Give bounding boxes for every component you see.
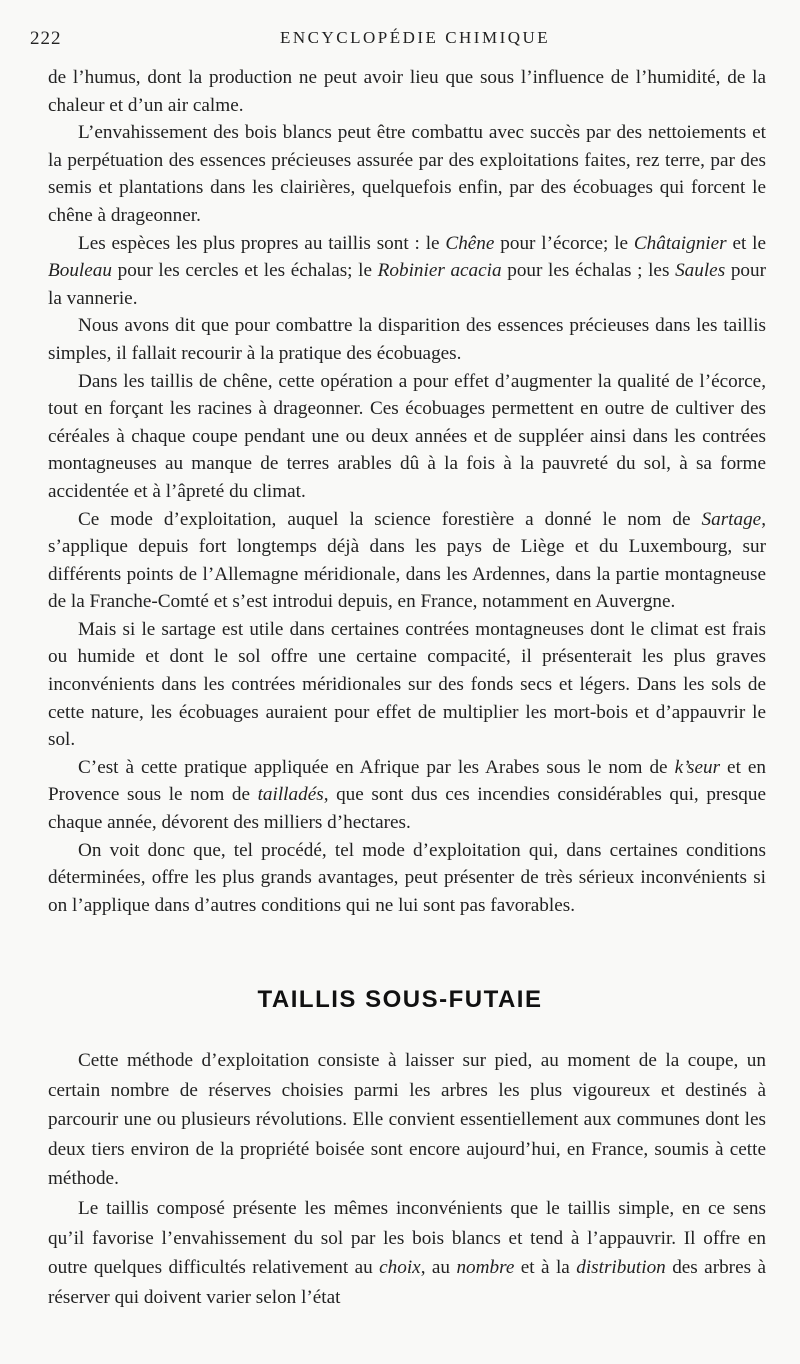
section-heading: TAILLIS SOUS-FUTAIE <box>257 986 543 1013</box>
text-run: Cette méthode d’exploitation consiste à laisser sur pied, au moment de la coupe, un certain nombre de réserves choisies parmi les arbres les plus vigoureux et destinés à parcourir une ou plusieurs révolutions. Elle convient essentiellement aux communes dont les deux tiers environ de la propriété boisée sont encore aujourd’hui, en France, soumis à cette méthode. <box>48 1050 766 1190</box>
paragraph <box>48 754 766 837</box>
text-run: et le <box>726 232 766 254</box>
text-run: L’envahissement des bois blancs peut être combattu avec succès par des nettoiements et la perpétuation des essences précieuses assurée par des exploitations faites, rez terre, par des semis et plantations dans les clairières, quelquefois enfin, par des écobuages qui forcent le chêne à drageonner. <box>48 122 766 226</box>
italic-term: k’seur <box>674 756 721 778</box>
text-run: pour la vannerie. <box>48 260 766 309</box>
body-text-after-heading <box>48 1046 766 1312</box>
paragraph <box>48 1046 766 1194</box>
text-run: et à la <box>514 1257 577 1279</box>
text-run: Nous avons dit que pour combattre la disparition des essences précieuses dans les taillis simples, il fallait recourir à la pratique des écobuages. <box>48 315 766 364</box>
text-run: C’est à cette pratique appliquée en Afrique par les Arabes sous le nom de <box>78 756 675 778</box>
text-run: pour l’écorce; le <box>494 232 634 254</box>
text-run: pour les cercles et les échalas; le <box>111 260 378 282</box>
paragraph <box>48 119 766 229</box>
text-run: Dans les taillis de chêne, cette opération a pour effet d’augmenter la qualité de l’écorce, tout en forçant les racines à drageonner. Ces écobuages permettent en outre de cultiver des céréales à chaque coupe pendant une ou deux années et de suppléer ainsi dans les contrées montagneuses au manque de terres arables dû à la fois à la pauvreté du sol, à sa forme accidentée et à l’âpreté du climat. <box>48 370 766 502</box>
italic-term: nombre <box>456 1257 515 1279</box>
italic-term: tailladés <box>257 784 324 806</box>
body-text <box>48 64 766 919</box>
text-run: des arbres à réserver qui doivent varier selon l’état <box>48 1257 766 1308</box>
text-run: Ce mode d’exploitation, auquel la science forestière a donné le nom de <box>78 508 702 530</box>
paragraph <box>48 230 766 313</box>
page-header <box>30 26 760 52</box>
paragraph <box>48 506 766 616</box>
paragraph <box>48 368 766 506</box>
text-run: Mais si le sartage est utile dans certaines contrées montagneuses dont le climat est frais ou humide et dont le sol offre une certaine compacité, il présenterait les plus graves inconvénients dans les contrées méridionales sur des fonds secs et légers. Dans les sols de cette nature, les écobuages auraient pour effet de multiplier les mort-bois et d’appauvrir le sol. <box>48 618 766 751</box>
italic-term: distribution <box>576 1257 666 1279</box>
italic-term: Robinier acacia <box>377 260 502 282</box>
italic-term: Chêne <box>445 232 495 254</box>
italic-term: choix <box>379 1257 421 1279</box>
italic-term: Châtaignier <box>633 232 727 254</box>
paragraph <box>48 1194 766 1312</box>
page-number: 222 <box>30 28 62 49</box>
text-run: Le taillis composé présente les mêmes inconvénients que le taillis simple, en ce sens qu’il favorise l’envahissement du sol par les bois blancs et tend à l’appauvrir. Il offre en outre quelques difficultés relativement au <box>48 1197 766 1279</box>
text-run: On voit donc que, tel procédé, tel mode d’exploitation qui, dans certaines conditions déterminées, offre les plus grands avantages, peut présenter de très sérieux inconvénients si on l’applique dans d’autres conditions qui ne lui sont pas favorables. <box>48 839 766 916</box>
paragraph <box>48 616 766 754</box>
text-run: de l’humus, dont la production ne peut avoir lieu que sous l’influence de l’humidité, de la chaleur et d’un air calme. <box>48 67 766 116</box>
paragraph <box>48 312 766 367</box>
text-run: , que sont dus ces incendies considérables qui, presque chaque année, dévorent des milliers d’hectares. <box>48 784 766 834</box>
italic-term: Saules <box>675 260 726 282</box>
text-run: et en Provence sous le nom de <box>48 756 767 806</box>
text-run: pour les échalas ; les <box>501 260 676 282</box>
italic-term: Sartage <box>701 508 762 530</box>
text-run: , au <box>420 1257 457 1279</box>
italic-term: Bouleau <box>48 260 112 282</box>
paragraph <box>48 837 766 920</box>
text-run: Les espèces les plus propres au taillis sont : le <box>78 232 446 254</box>
paragraph <box>48 64 766 119</box>
text-run: , s’applique depuis fort longtemps déjà dans les pays de Liège et du Luxembourg, sur différents points de l’Allemagne méridionale, dans les Ardennes, dans la partie montagneuse de la Franche-Comté et s’est introdui depuis, en France, notamment en Auvergne. <box>48 508 766 613</box>
running-title: ENCYCLOPÉDIE CHIMIQUE <box>280 28 551 47</box>
